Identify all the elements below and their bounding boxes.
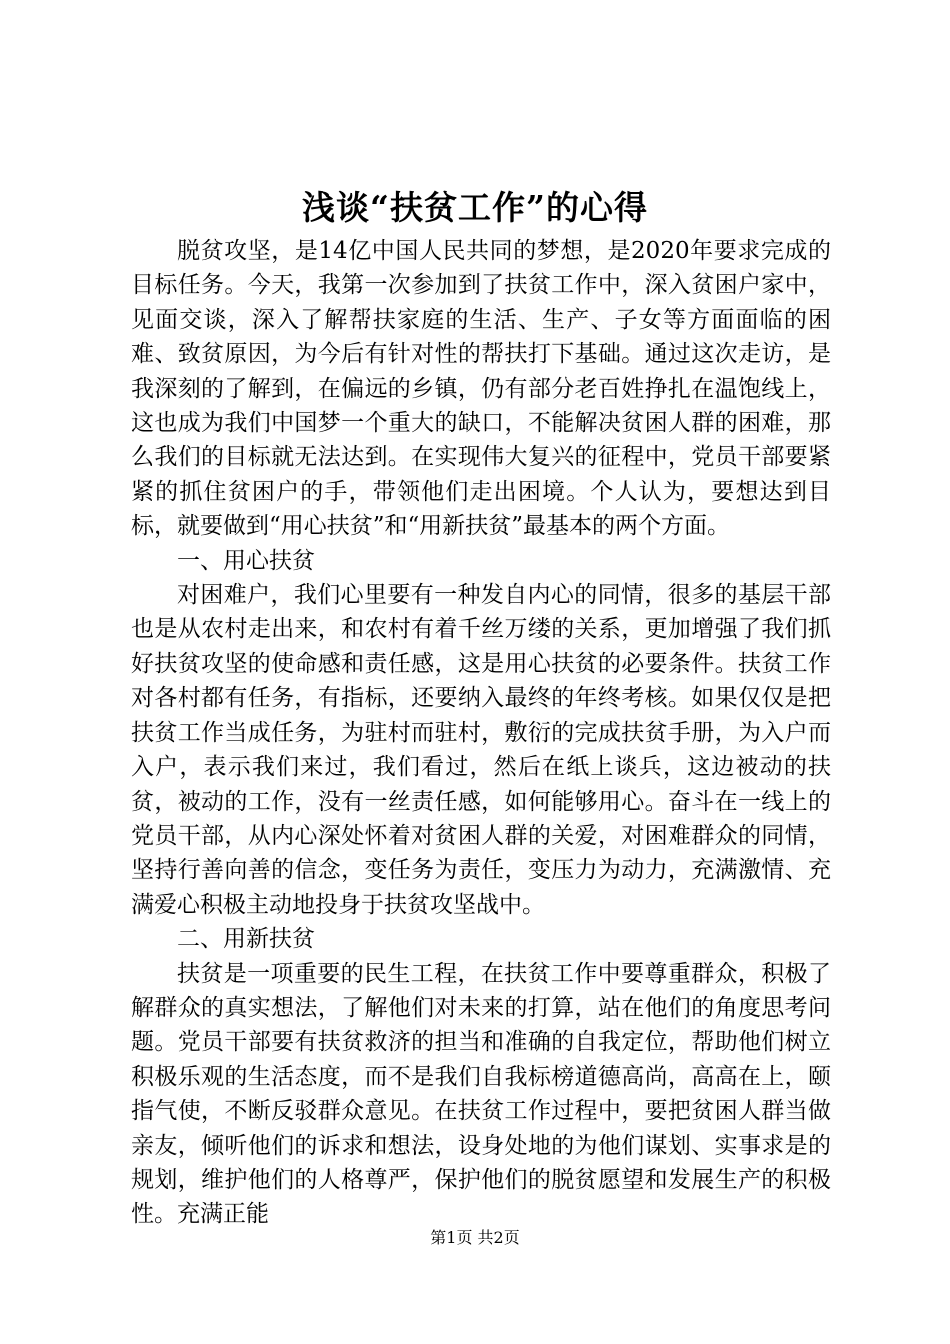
paragraph-section-2: 扶贫是一项重要的民生工程，在扶贫工作中要尊重群众，积极了解群众的真实想法，了解他们对未来的打算，站在他们的角度思考问题。党员干部要有扶贫救济的担当和准确的自我定位，帮助他们树立积极乐观的生活态度，而不是我们自我标榜道德高尚，高高在上，颐指气使，不断反驳群众意见。在扶贫工作过程中，要把贫困人群当做亲友，倾听他们的诉求和想法，设身处地的为他们谋划、实事求是的规划，维护他们的人格尊严，保护他们的脱贫愿望和发展生产的积极性。充满正能 — [131, 960, 831, 1228]
section-heading-2: 二、用新扶贫 — [177, 926, 315, 953]
document-body — [131, 234, 831, 1232]
page-footer: 第1页 共2页 — [430, 1228, 520, 1247]
paragraph-section-1: 对困难户，我们心里要有一种发自内心的同情，很多的基层干部也是从农村走出来，和农村有着千丝万缕的关系，更加增强了我们抓好扶贫攻坚的使命感和责任感，这是用心扶贫的必要条件。扶贫工作对各村都有任务，有指标，还要纳入最终的年终考核。如果仅仅是把扶贫工作当成任务，为驻村而驻村，敷衍的完成扶贫手册，为入户而入户，表示我们来过，我们看过，然后在纸上谈兵，这边被动的扶贫，被动的工作，没有一丝责任感，如何能够用心。奋斗在一线上的党员干部，从内心深处怀着对贫困人群的关爱，对困难群众的同情，坚持行善向善的信念，变任务为责任，变压力为动力，充满激情、充满爱心积极主动地投身于扶贫攻坚战中。 — [131, 582, 831, 918]
paragraph-intro: 脱贫攻坚，是14亿中国人民共同的梦想，是2020年要求完成的目标任务。今天，我第一次参加到了扶贫工作中，深入贫困户家中，见面交谈，深入了解帮扶家庭的生活、生产、子女等方面面临的困难、致贫原因，为今后有针对性的帮扶打下基础。通过这次走访，是我深刻的了解到，在偏远的乡镇，仍有部分老百姓挣扎在温饱线上，这也成为我们中国梦一个重大的缺口，不能解决贫困人群的困难，那么我们的目标就无法达到。在实现伟大复兴的征程中，党员干部要紧紧的抓住贫困户的手，带领他们走出困境。个人认为，要想达到目标，就要做到“用心扶贫”和“用新扶贫”最基本的两个方面。 — [131, 238, 831, 540]
document-title: 浅谈“扶贫工作”的心得 — [302, 188, 648, 227]
section-heading-1: 一、用心扶贫 — [177, 547, 315, 574]
